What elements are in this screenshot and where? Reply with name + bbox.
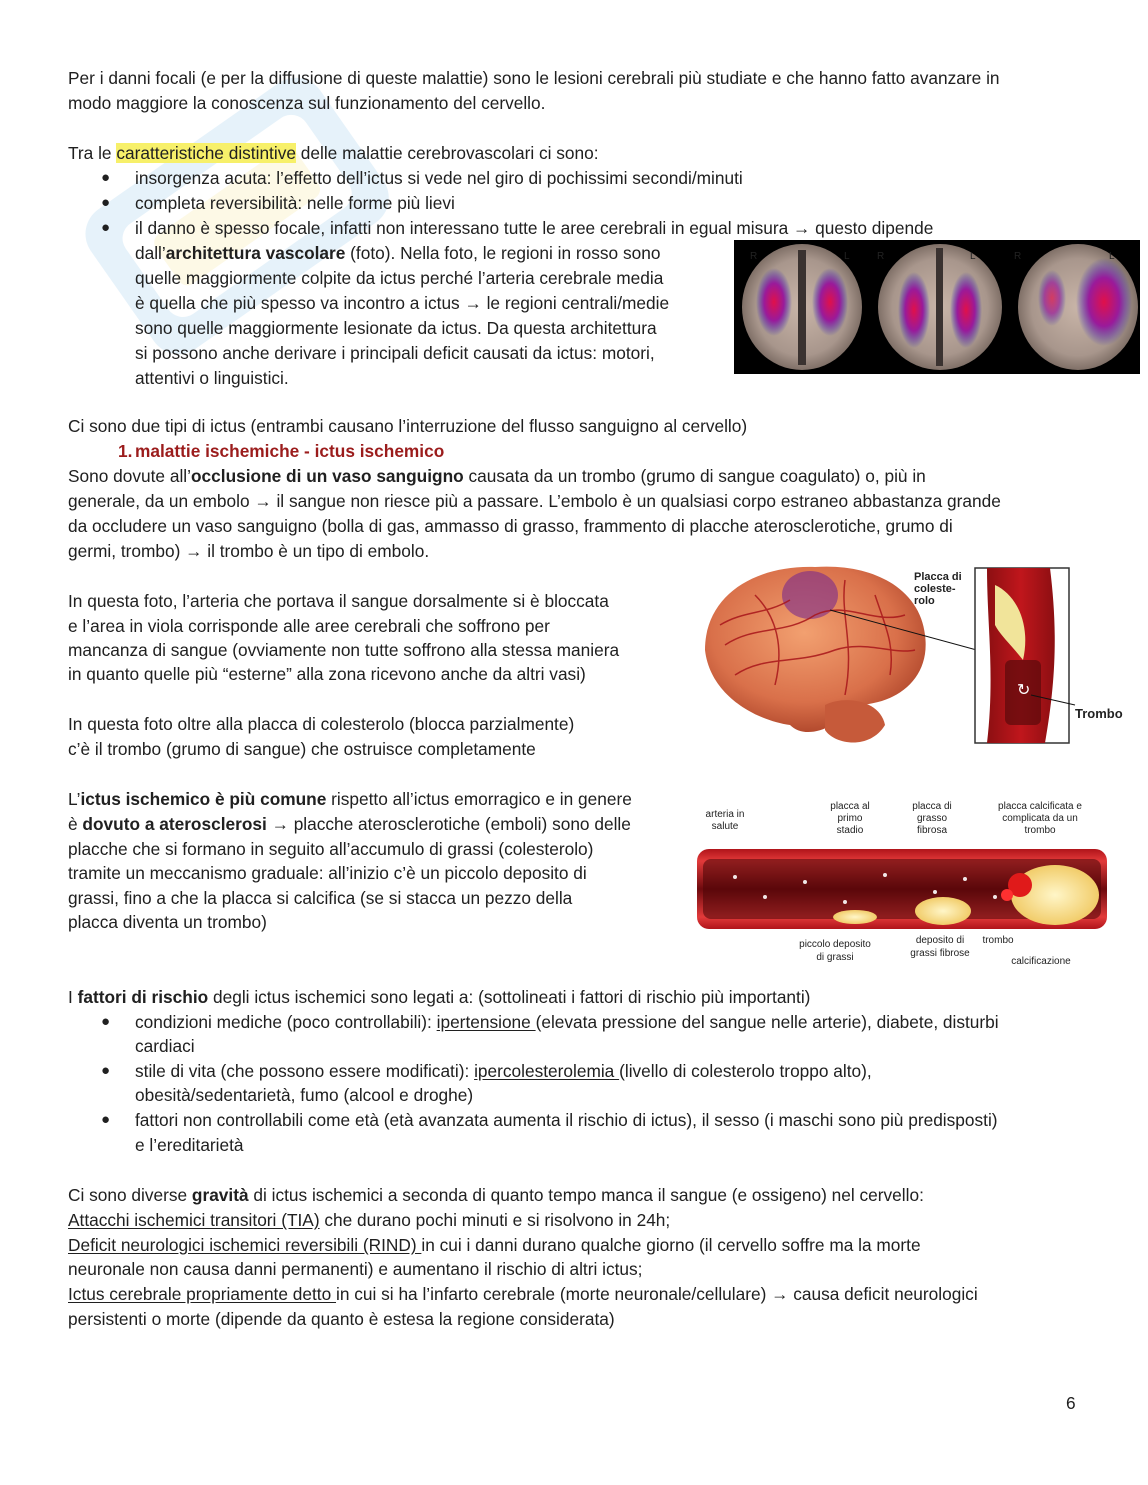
mri-label: R [1014,251,1022,262]
bullet-icon: ● [101,219,111,236]
bullet-icon: ● [101,1111,111,1128]
architecture-line: attentivi o linguistici. [135,368,289,388]
bullet-icon: ● [101,1062,111,1079]
photo1-line: in quanto quelle più “esterne” alla zona ricevono anche da altri vasi) [68,664,586,684]
architecture-line: quelle maggiormente colpite da ictus perché l’arteria cerebrale media [135,268,664,288]
placca-label: coleste- [914,583,956,595]
architecture-line: è quella che più spesso va incontro a ictus → le regioni centrali/medie [135,293,670,313]
bullet-icon: ● [101,1013,111,1030]
bullet-icon: ● [101,169,111,186]
page-number: 6 [1066,1393,1076,1413]
artery-top-label: arteria in [705,809,745,820]
trombo-label: Trombo [1075,706,1123,721]
artery-bottom-label: deposito di [915,935,965,946]
common-line: è dovuto a aterosclerosi → placche aterosclerotiche (emboli) sono delle [68,814,631,834]
characteristic-bullet: completa reversibilità: nelle forme più lievi [135,193,455,213]
intro-line-1: Per i danni focali (e per la diffusione di queste malattie) sono le lesioni cerebrali più studiate e che hanno fatto avanzare in [68,68,1000,88]
artery-top-label: primo [837,813,863,824]
mri-label: L [970,251,976,262]
architecture-line: dall’architettura vascolare (foto). Nella foto, le regioni in rosso sono [135,243,661,263]
ischemic-line: Sono dovute all’occlusione di un vaso sanguigno causata da un trombo (grumo di sangue coagulato) o, più in [68,466,926,486]
photo2-line: In questa foto oltre alla placca di colesterolo (blocca parzialmente) [68,714,575,734]
severity-ictus-cont: persistenti o morte (dipende da quanto è estesa la regione considerata) [68,1309,615,1329]
ischemic-line: generale, da un embolo → il sangue non riesce più a passare. L’embolo è un qualsiasi corpo estraneo abbastanza grande [68,491,1001,511]
artery-top-label: placca di [912,801,952,812]
risk-bullet-cont: e l’ereditarietà [135,1135,244,1155]
artery-top-label: fibrosa [916,825,948,836]
characteristic-bullet: il danno è spesso focale, infatti non interessano tutte le aree cerebrali in egual misura → questo dipende [135,218,934,238]
artery-top-label: placca calcificata e [998,801,1082,812]
artery-plaque-image [695,797,1115,969]
mri-label: L [1109,251,1115,262]
artery-bottom-label: piccolo deposito [799,939,871,950]
artery-bottom-label: trombo [982,935,1014,946]
risk-bullet-cont: obesità/sedentarietà, fumo (alcool e droghe) [135,1085,474,1105]
common-line: L’ictus ischemico è più comune rispetto all’ictus emorragico e in genere [68,789,632,809]
artery-top-label: complicata da un [1002,813,1078,824]
stroke-types-intro: Ci sono due tipi di ictus (entrambi causano l’interruzione del flusso sanguigno al cervello) [68,416,748,436]
artery-top-label: trombo [1024,825,1056,836]
mri-label: R [750,251,758,262]
risk-bullet: stile di vita (che possono essere modificati): ipercolesterolemia (livello di colesterolo troppo alto), [135,1061,872,1081]
architecture-line: si possono anche derivare i principali deficit causati da ictus: motori, [135,343,655,363]
severity-lead: Ci sono diverse gravità di ictus ischemici a seconda di quanto tempo manca il sangue (e ossigeno) nel cervello: [68,1185,924,1205]
severity-tia: Attacchi ischemici transitori (TIA) che durano pochi minuti e si risolvono in 24h; [68,1210,671,1230]
photo1-line: mancanza di sangue (ovviamente non tutte soffrono alla stessa maniera [68,640,620,660]
svg-text:↻: ↻ [1017,680,1031,699]
risk-bullet: fattori non controllabili come età (età avanzata aumenta il rischio di ictus), il sesso (i maschi sono più predisposti) [135,1110,998,1130]
brain-thrombus-image [695,555,1135,755]
artery-top-label: stadio [836,825,864,836]
architecture-line: sono quelle maggiormente lesionate da ictus. Da questa architettura [135,318,657,338]
risk-bullet-cont: cardiaci [135,1036,195,1056]
ischemic-line: germi, trombo) → il trombo è un tipo di embolo. [68,541,430,561]
characteristic-bullet: insorgenza acuta: l’effetto dell’ictus si vede nel giro di pochissimi secondi/minuti [135,168,743,188]
severity-rind: Deficit neurologici ischemici reversibili (RIND) in cui i danni durano qualche giorno (il cervello soffre ma la morte [68,1235,921,1255]
heading-number: 1. [118,441,133,461]
artery-top-label: grasso [916,813,948,824]
risk-lead: I fattori di rischio degli ictus ischemici sono legati a: (sottolineati i fattori di rischio più importanti) [68,987,811,1007]
ischemic-line: da occludere un vaso sanguigno (bolla di gas, ammasso di grasso, frammento di placche aterosclerotiche, grumo di [68,516,953,536]
section-heading: malattie ischemiche - ictus ischemico [135,441,445,461]
artery-bottom-label: di grassi [816,952,854,963]
severity-rind-cont: neuronale non causa danni permanenti) e aumentano il rischio di altri ictus; [68,1259,643,1279]
severity-ictus: Ictus cerebrale propriamente detto in cui si ha l’infarto cerebrale (morte neuronale/cellulare) → causa deficit neurologici [68,1284,978,1304]
intro-line-2: modo maggiore la conoscenza sul funzionamento del cervello. [68,93,546,113]
artery-bottom-label: calcificazione [1011,956,1071,967]
characteristics-lead: Tra le caratteristiche distintive delle malattie cerebrovascolari ci sono: [68,143,599,163]
common-line: tramite un meccanismo graduale: all’inizio c’è un piccolo deposito di [68,863,587,883]
risk-bullet: condizioni mediche (poco controllabili): ipertensione (elevata pressione del sangue nelle arterie), diabete, disturbi [135,1012,999,1032]
placca-label: Placca di [914,571,962,583]
photo2-line: c’è il trombo (grumo di sangue) che ostruisce completamente [68,739,536,759]
artery-bottom-label: grassi fibrose [910,948,970,959]
placca-label: rolo [914,595,935,607]
common-line: placca diventa un trombo) [68,912,267,932]
artery-top-label: placca al [830,801,870,812]
photo1-line: In questa foto, l’arteria che portava il sangue dorsalmente si è bloccata [68,591,609,611]
mri-brain-image [734,240,1140,374]
mri-label: L [844,251,850,262]
artery-top-label: salute [711,821,739,832]
highlight-text: caratteristiche distintive [116,143,296,163]
common-line: placche che si formano in seguito all’accumulo di grassi (colesterolo) [68,839,594,859]
photo1-line: e l’area in viola corrisponde alle aree cerebrali che soffrono per [68,616,550,636]
mri-label: R [877,251,885,262]
common-line: grassi, fino a che la placca si calcifica (se si stacca un pezzo della [68,888,573,908]
bullet-icon: ● [101,194,111,211]
